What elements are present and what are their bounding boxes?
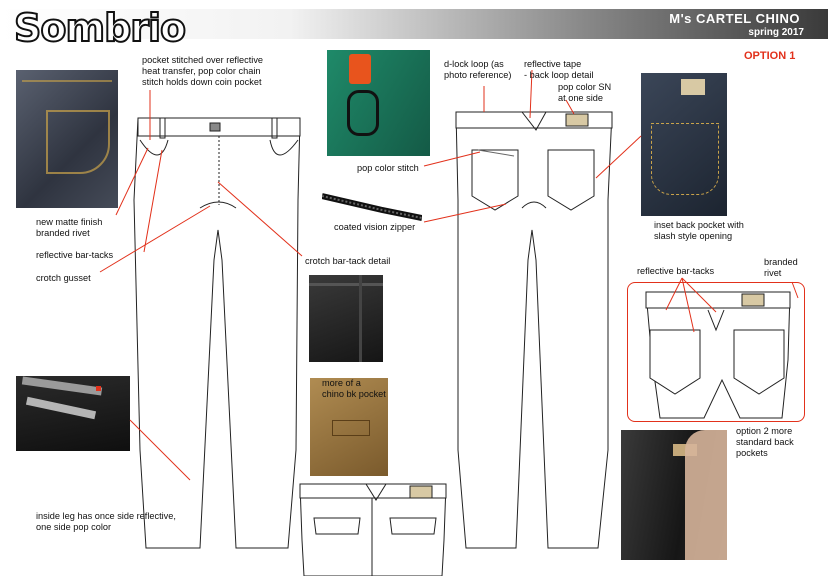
note-rivet: new matte finish branded rivet [36,217,103,238]
note-branded-rivet: branded rivet [764,257,798,278]
note-option2-pockets: option 2 more standard back pockets [736,426,794,458]
note-pop-stitch: pop color stitch [357,163,419,173]
back-view-sketch [456,112,612,548]
front-view-sketch [134,118,300,548]
option-label: OPTION 1 [744,50,796,62]
note-inside-leg: inside leg has once side reflective, one side pop color [36,511,176,532]
note-bar-tacks: reflective bar-tacks [36,250,114,260]
note-zipper: coated vision zipper [334,222,416,232]
season-label: spring 2017 [748,27,804,38]
note-inset-pocket: inset back pocket with slash style opening [654,220,744,241]
note-pop-sn: pop color SN at one side [558,82,612,103]
note-crotch-bartack: crotch bar-tack detail [305,256,391,266]
option2-sketch [646,292,790,418]
note-reflective-tape: reflective tape - back loop detail [524,59,594,80]
note-option2-bartacks: reflective bar-tacks [637,266,715,276]
brand-logo: Sombrio [14,6,186,50]
note-chino-pocket: more of a chino bk pocket [322,378,386,399]
page-title: M's CARTEL CHINO [669,11,800,26]
note-d-lock: d-lock loop (as photo reference) [444,59,512,80]
note-crotch-gusset: crotch gusset [36,273,91,283]
chino-back-sketch [300,484,446,576]
note-pocket-stitch: pocket stitched over reflective heat transfer, pop color chain stitch holds down coin pocket [142,55,264,87]
